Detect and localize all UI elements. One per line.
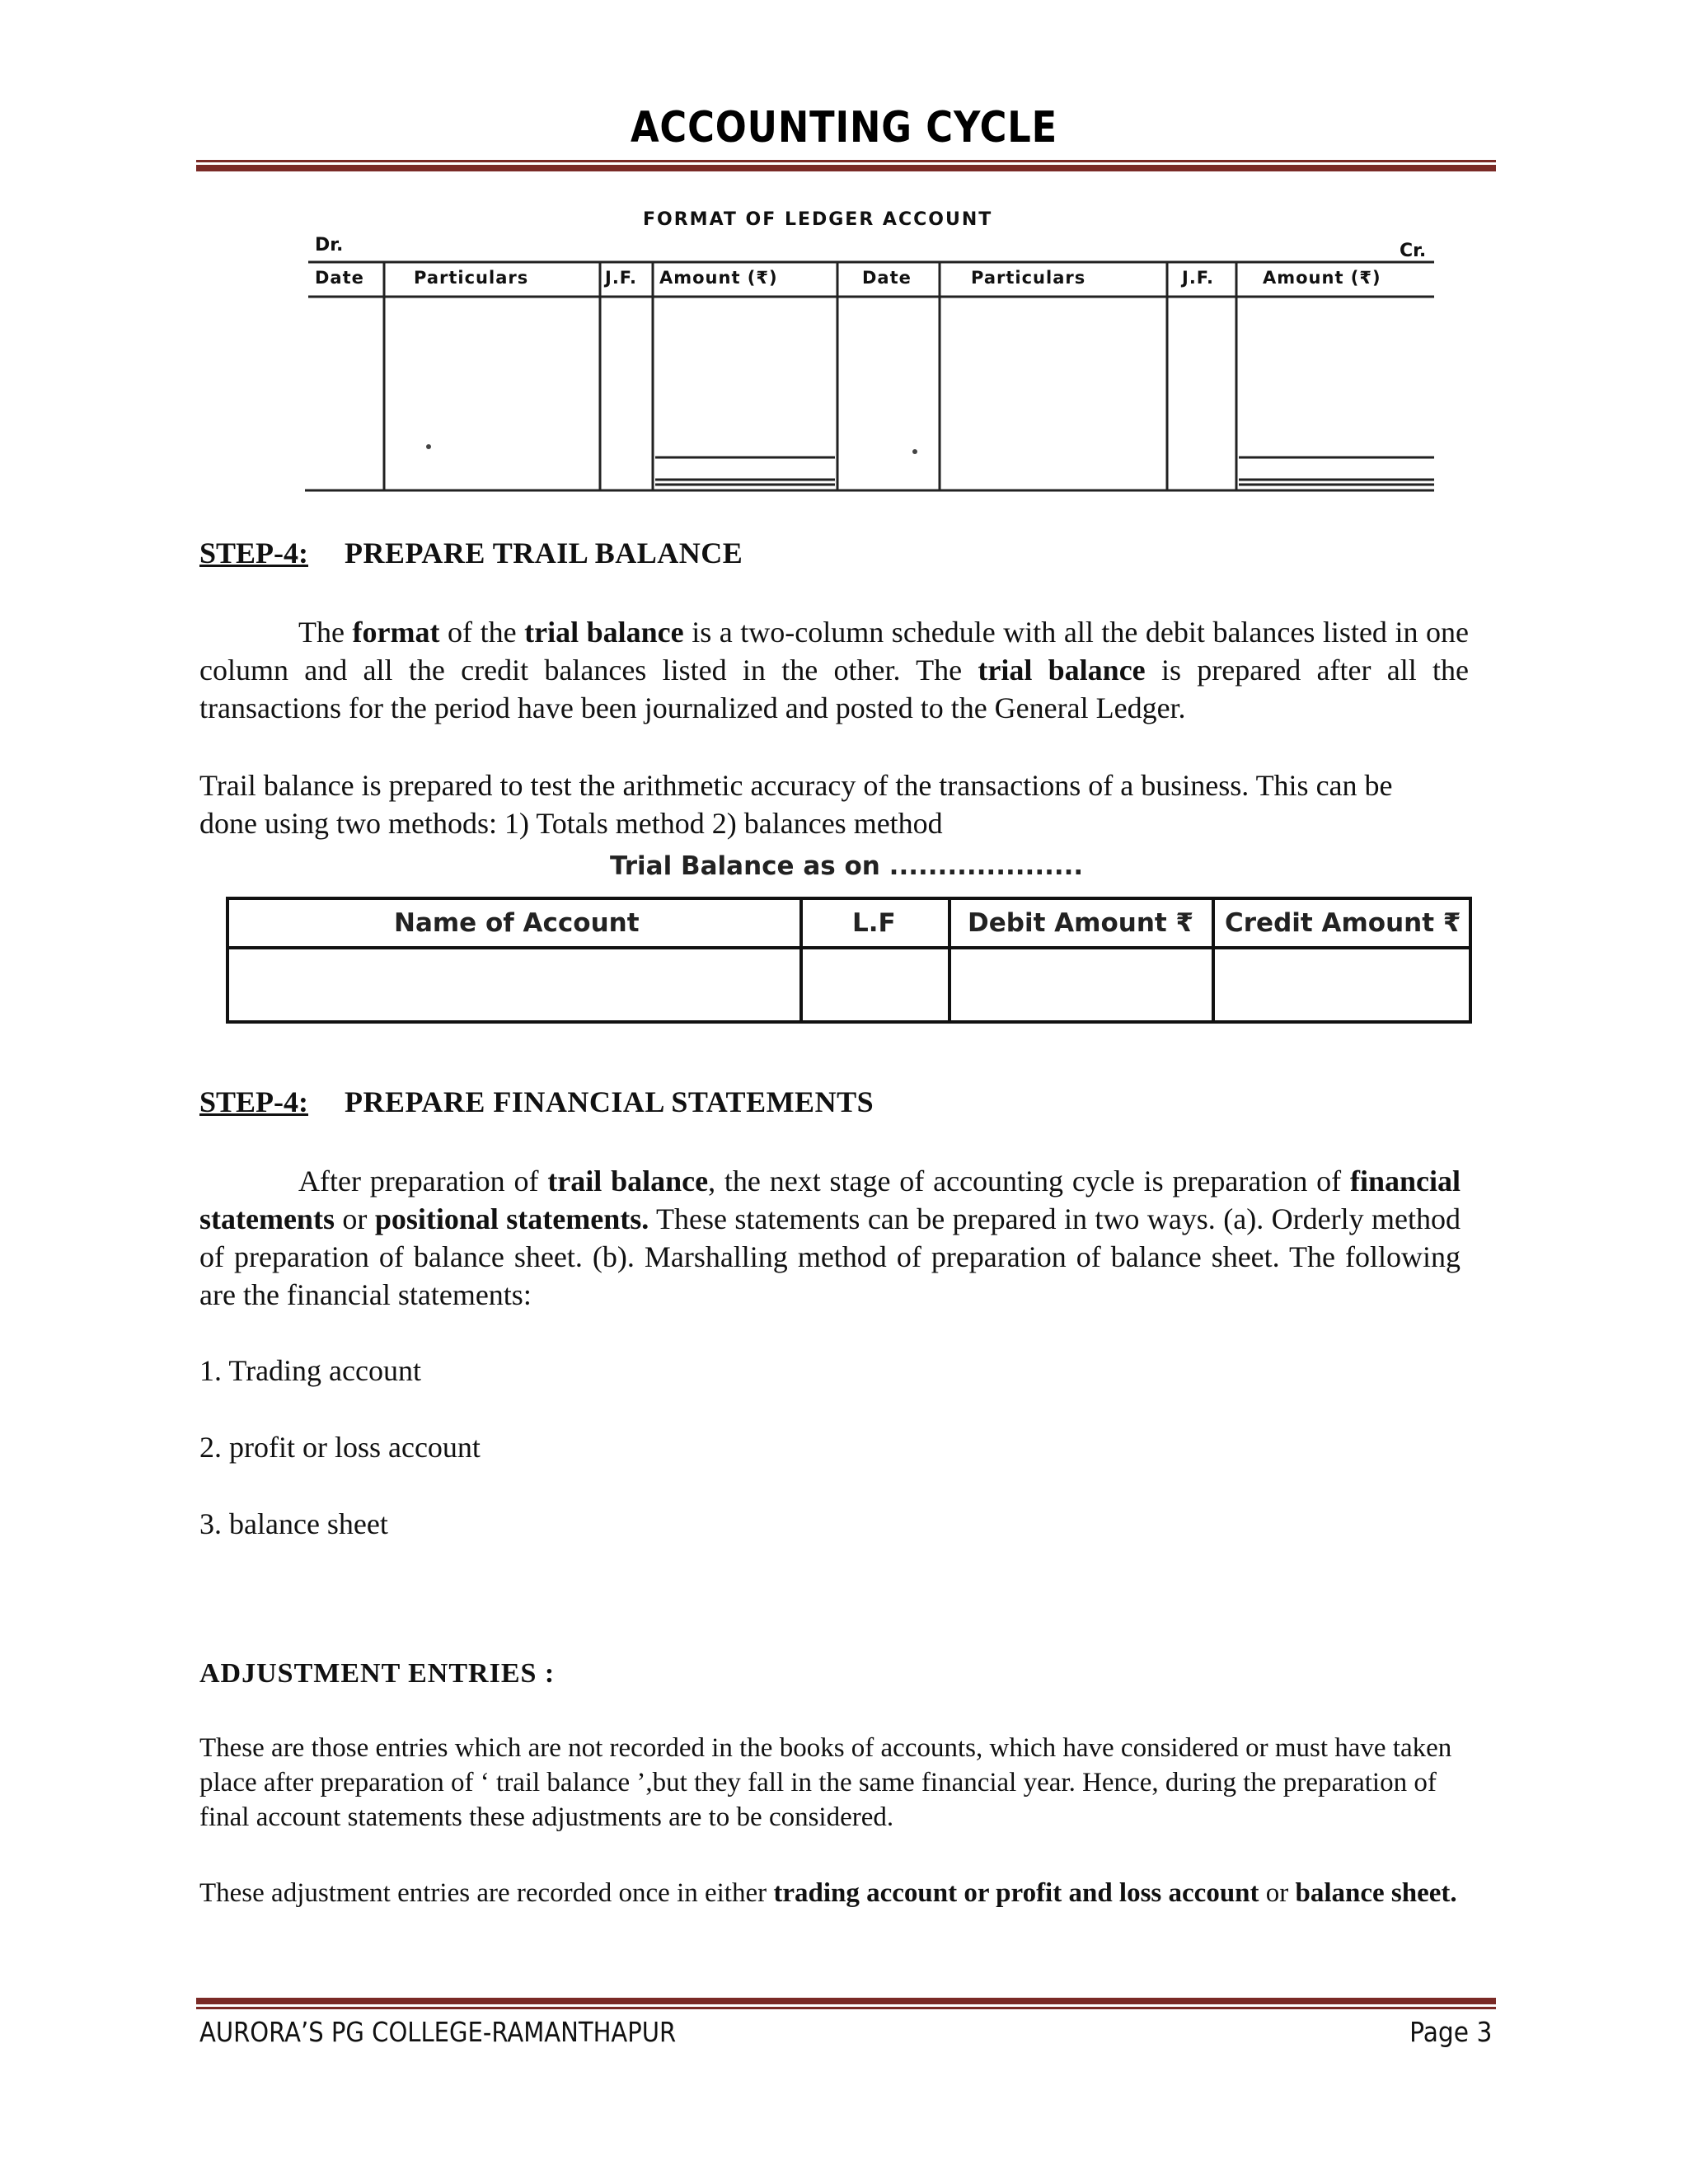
list-item: 3. balance sheet [199, 1507, 388, 1540]
trial-balance-title: Trial Balance as on .................... [610, 851, 1084, 881]
adjustment-paragraph-1: These are those entries which are not recorded in the books of accounts, which have considered or must have taken place after preparation of ‘ trail balance ’,but they fall in the same financial year. Hence, during the preparation of final account statements these adjustments are to be considered. [199, 1733, 1452, 1832]
step-heading-financial-statements [199, 1085, 874, 1119]
ledger-format-title: FORMAT OF LEDGER ACCOUNT [643, 209, 993, 230]
tb-col-lf: L.F [852, 908, 896, 938]
adjustment-paragraph-2: These adjustment entries are recorded once in either trading account or profit and loss account or balance sheet. [199, 1878, 1457, 1908]
ledger-cr-label: Cr. [1400, 241, 1427, 261]
ledger-dr-label: Dr. [315, 235, 344, 255]
ledger-col-jf-dr: J.F. [605, 268, 638, 288]
step-label: STEP-4: [199, 537, 309, 569]
financial-statements-paragraph: After preparation of trail balance, the next stage of accounting cycle is preparation of financial statements or positional statements. These statements can be prepared in two ways. (a). Orderly method of preparation of balance sheet. (b). Marshalling method of preparation of balance sheet. The following are the financial statements: [199, 1165, 1461, 1311]
trial-balance-paragraph-2: Trail balance is prepared to test the arithmetic accuracy of the transactions of a business. This can be done using two methods: 1) Totals method 2) balances method [199, 769, 1393, 840]
ledger-col-amount-dr: Amount (₹) [659, 268, 778, 288]
step-title: PREPARE FINANCIAL STATEMENTS [345, 1085, 874, 1118]
ledger-format-grid [305, 255, 1442, 503]
ledger-col-particulars-dr: Particulars [414, 268, 529, 288]
footer-college-name: AURORA’S PG COLLEGE-RAMANTHAPUR [199, 2016, 677, 2048]
list-item: 1. Trading account [199, 1354, 421, 1387]
adjustment-entries-heading: ADJUSTMENT ENTRIES : [199, 1658, 556, 1689]
tb-col-credit-amount: Credit Amount ₹ [1225, 908, 1461, 938]
tb-col-name-of-account: Name of Account [394, 908, 640, 938]
ledger-col-date-dr: Date [315, 268, 364, 288]
page-title: ACCOUNTING CYCLE [630, 103, 1058, 152]
trial-balance-table [226, 897, 1472, 1024]
header-rule [196, 160, 1496, 171]
list-item: 2. profit or loss account [199, 1431, 481, 1464]
trial-balance-paragraph-1: The format of the trial balance is a two-column schedule with all the debit balances listed in one column and all the credit balances listed in the other. The trial balance is prepared after all the transactions for the period have been journalized and posted to the General Ledger. [199, 616, 1470, 724]
step-heading-trial-balance [199, 536, 743, 570]
ledger-col-date-cr: Date [862, 268, 912, 288]
ledger-col-particulars-cr: Particulars [971, 268, 1086, 288]
footer-rule [196, 1998, 1496, 2009]
tb-col-debit-amount: Debit Amount ₹ [968, 908, 1194, 938]
step-title: PREPARE TRAIL BALANCE [345, 537, 743, 569]
ledger-col-jf-cr: J.F. [1182, 268, 1215, 288]
step-label: STEP-4: [199, 1085, 309, 1118]
footer-page-number: Page 3 [1409, 2016, 1492, 2048]
ledger-col-amount-cr: Amount (₹) [1263, 268, 1381, 288]
